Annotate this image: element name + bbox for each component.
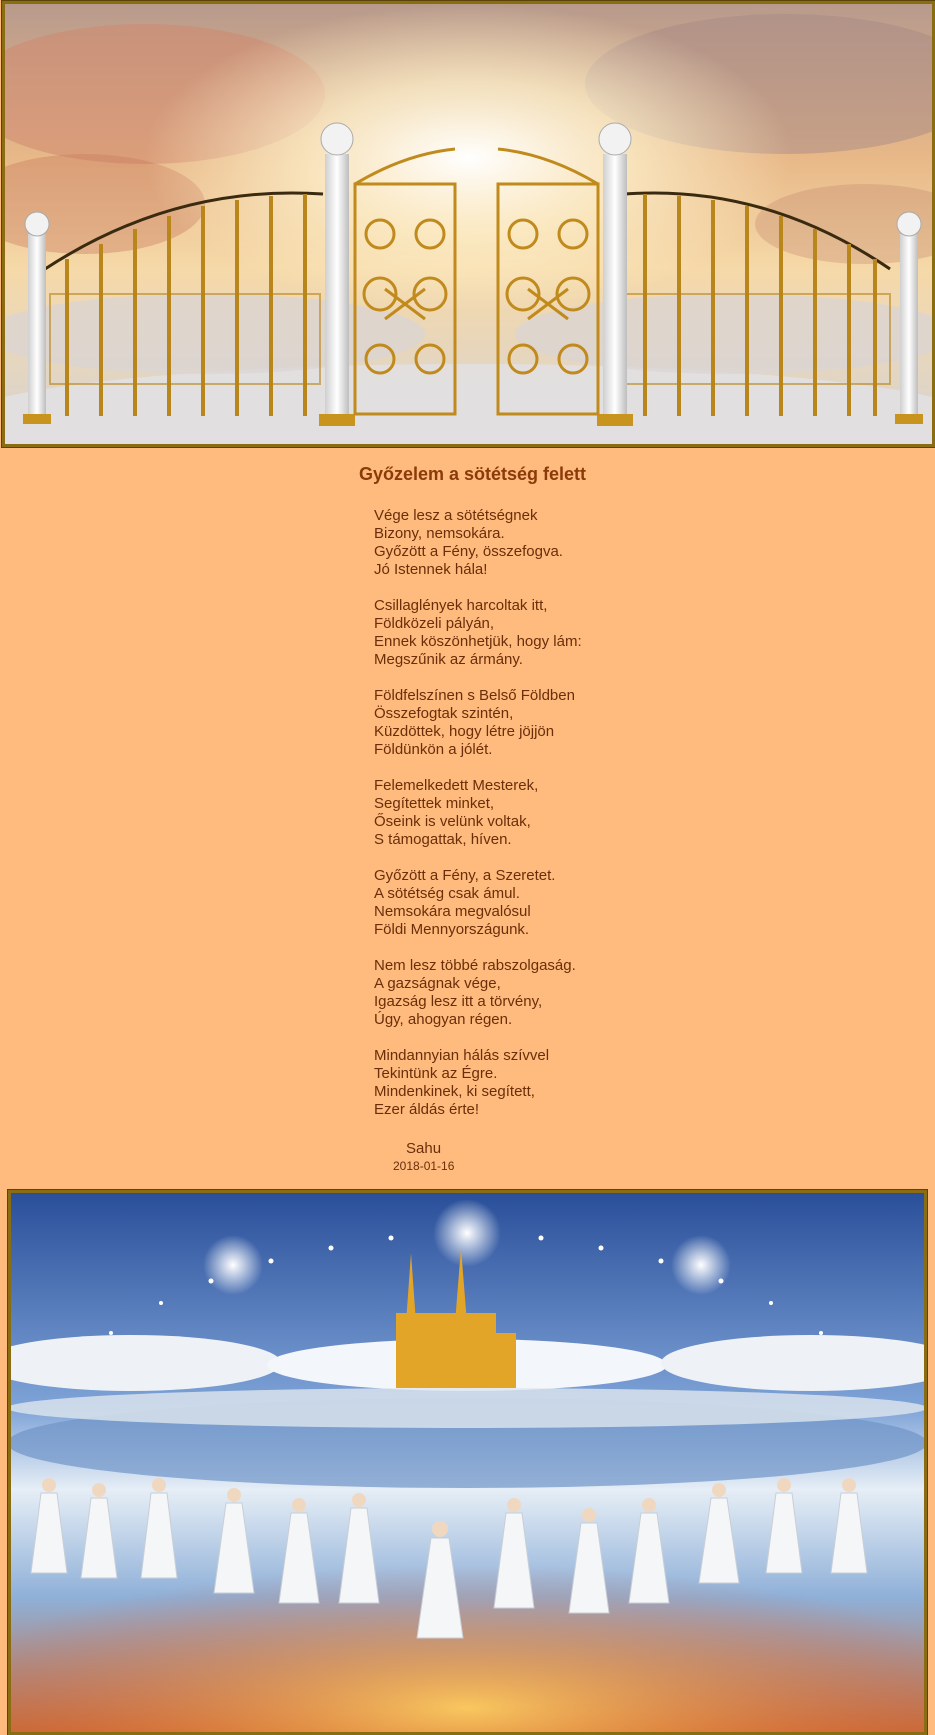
poem-line: Felemelkedett Mesterek, <box>374 777 539 794</box>
poem-line: Mindenkinek, ki segített, <box>374 1083 535 1100</box>
poem-line: Nemsokára megvalósul <box>374 903 531 920</box>
poem-author: Sahu <box>406 1140 442 1157</box>
poem-line: Vége lesz a sötétségnek <box>374 507 538 524</box>
poem-line: Győzött a Fény, a Szeretet. <box>374 867 556 884</box>
poem-line: Csillaglények harcoltak itt, <box>374 597 548 614</box>
poem-line: Úgy, ahogyan régen. <box>374 1011 513 1028</box>
poem-body <box>374 507 582 1137</box>
poem-stanza <box>374 597 582 669</box>
poem-line: A sötétség csak ámul. <box>374 885 520 902</box>
poem-line: S támogattak, híven. <box>374 831 512 848</box>
poem-line: Összefogtak szintén, <box>374 705 514 722</box>
poem-line: A gazságnak vége, <box>374 975 501 992</box>
poem-stanza <box>374 957 582 1029</box>
angels-celestial-city-image <box>8 1190 927 1735</box>
poem-stanza <box>374 687 582 759</box>
heavenly-gates-image <box>2 1 935 447</box>
poem-stanza <box>374 867 582 939</box>
poem-line: Mindannyian hálás szívvel <box>374 1047 550 1064</box>
poem-line: Jó Istennek hála! <box>374 561 488 578</box>
poem-line: Ennek köszönhetjük, hogy lám: <box>374 633 582 650</box>
poem-section <box>0 447 935 1190</box>
poem-line: Földközeli pályán, <box>374 615 495 632</box>
poem-line: Földünkön a jólét. <box>374 741 493 758</box>
poem-line: Ezer áldás érte! <box>374 1101 480 1118</box>
poem-line: Megszűnik az ármány. <box>374 651 523 668</box>
poem-line: Földi Mennyországunk. <box>374 921 530 938</box>
poem-line: Földfelszínen s Belső Földben <box>374 687 575 704</box>
heavenly-gates-illustration <box>5 4 932 444</box>
poem-line: Igazság lesz itt a törvény, <box>374 993 543 1010</box>
poem-line: Győzött a Fény, összefogva. <box>374 543 563 560</box>
poem-line: Bizony, nemsokára. <box>374 525 505 542</box>
poem-stanza <box>374 777 582 849</box>
poem-line: Küzdöttek, hogy létre jöjjön <box>374 723 555 740</box>
poem-title: Győzelem a sötétség felett <box>358 464 587 484</box>
poem-line: Tekintünk az Égre. <box>374 1065 498 1082</box>
poem-line: Segítettek minket, <box>374 795 495 812</box>
poem-stanza <box>374 1047 582 1119</box>
poem-date: 2018-01-16 <box>393 1159 455 1173</box>
poem-stanza <box>374 507 582 579</box>
poem-line: Őseink is velünk voltak, <box>374 813 531 830</box>
angels-illustration <box>11 1193 924 1732</box>
poem-line: Nem lesz többé rabszolgaság. <box>374 957 576 974</box>
